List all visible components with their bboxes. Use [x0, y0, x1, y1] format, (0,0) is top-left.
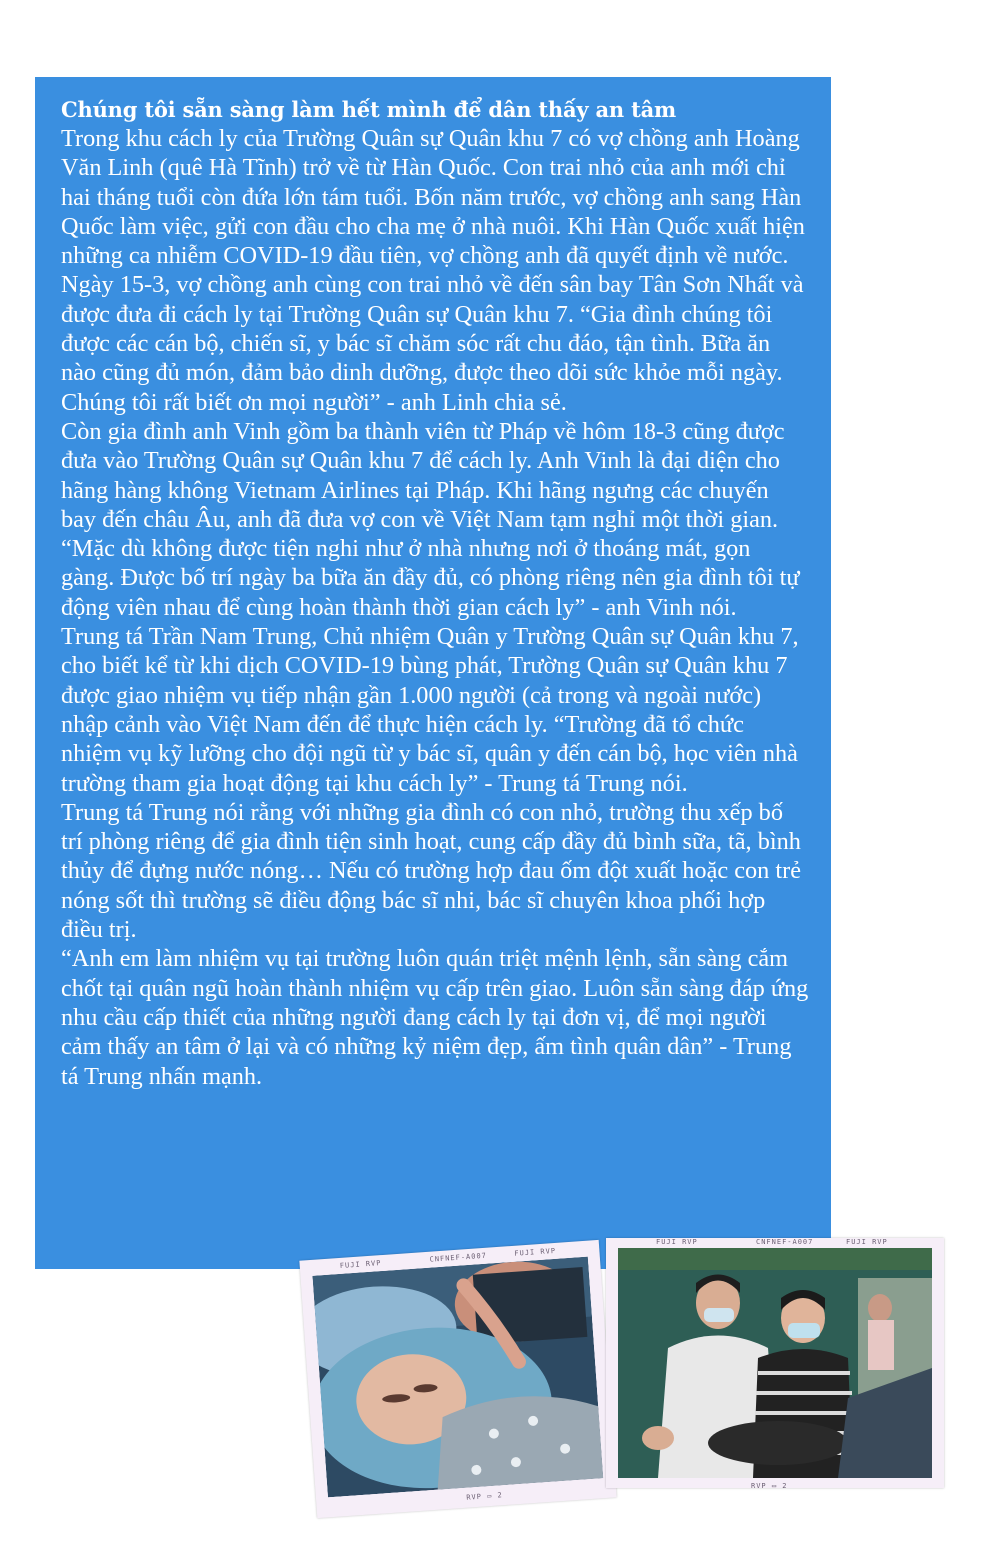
film-code-label: CNFNEF-A007: [756, 1238, 814, 1246]
film-brand-label: FUJI RVP: [656, 1238, 698, 1246]
film-brand-label: FUJI RVP: [846, 1238, 888, 1246]
film-brand-label: FUJI RVP: [339, 1259, 382, 1270]
article-paragraph: “Anh em làm nhiệm vụ tại trường luôn quán triệt mệnh lệnh, sẵn sàng cắm chốt tại quân ngũ hoàn thành nhiệm vụ cấp trên giao. Luôn sẵn sàng đáp ứng nhu cầu cấp thiết của những người đang cách ly tại đơn vị, để mọi người cảm thấy an tâm ở lại và có những kỷ niệm đẹp, ấm tình quân dân” - Trung tá Trung nhấn mạnh.: [61, 945, 809, 1090]
couple-illustration: [618, 1248, 932, 1478]
article-paragraph: Trung tá Trần Nam Trung, Chủ nhiệm Quân y Trường Quân sự Quân khu 7, cho biết kể từ khi dịch COVID-19 bùng phát, Trường Quân sự Quân khu 7 được giao nhiệm vụ tiếp nhận gần 1.000 người (cả trong và ngoài nước) nhập cảnh vào Việt Nam đến để thực hiện cách ly. “Trường đã tổ chức nhiệm vụ kỹ lưỡng cho đội ngũ từ y bác sĩ, quân y đến cán bộ, học viên nhà trường tham gia hoạt động tại khu cách ly” - Trung tá Trung nói.: [61, 623, 799, 797]
article-paragraph: Trung tá Trung nói rằng với những gia đình có con nhỏ, trường thu xếp bố trí phòng riêng để gia đình tiện sinh hoạt, cung cấp đầy đủ bình sữa, tã, bình thủy để đựng nước nóng… Nếu có trường hợp đau ốm đột xuất hoặc con trẻ nóng sốt thì trường sẽ điều động bác sĩ nhi, bác sĩ chuyên khoa phối hợp điều trị.: [61, 798, 801, 944]
baby-illustration: [312, 1257, 603, 1498]
article-paragraph: Ngày 15-3, vợ chồng anh cùng con trai nhỏ về đến sân bay Tân Sơn Nhất và được đưa đi cách ly tại Trường Quân sự Quân khu 7. “Gia đình chúng tôi được các cán bộ, chiến sĩ, y bác sĩ chăm sóc rất chu đáo, tận tình. Bữa ăn nào cũng đủ món, đảm bảo dinh dưỡng, được theo dõi sức khỏe mỗi ngày. Chúng tôi rất biết ơn mọi người” - anh Linh chia sẻ.: [61, 271, 804, 416]
article-paragraph: Trong khu cách ly của Trường Quân sự Quân khu 7 có vợ chồng anh Hoàng Văn Linh (quê Hà Tĩnh) trở về từ Hàn Quốc. Con trai nhỏ của anh mới chỉ hai tháng tuổi còn đứa lớn tám tuổi. Bốn năm trước, vợ chồng anh sang Hàn Quốc làm việc, gửi con đầu cho cha mẹ ở nhà nuôi. Khi Hàn Quốc xuất hiện những ca nhiễm COVID-19 đầu tiên, vợ chồng anh đã quyết định về nước.: [61, 125, 805, 270]
photo-couple: [606, 1238, 944, 1488]
article-paragraph: Còn gia đình anh Vinh gồm ba thành viên từ Pháp về hôm 18-3 cũng được đưa vào Trường Quân sự Quân khu 7 để cách ly. Anh Vinh là đại diện cho hãng hàng không Vietnam Airlines tại Pháp. Khi hãng ngưng các chuyến bay đến châu Âu, anh đã đưa vợ con về Việt Nam tạm nghỉ một thời gian.: [61, 417, 785, 533]
photo-baby: [299, 1240, 616, 1518]
article-box: [35, 77, 831, 1269]
article-heading: Chúng tôi sẵn sàng làm hết mình để dân thấy an tâm: [61, 97, 677, 122]
film-code-label: CNFNEF-A007: [429, 1251, 488, 1264]
couple-image: [618, 1248, 932, 1478]
baby-image: [312, 1257, 603, 1498]
article-paragraph: “Mặc dù không được tiện nghi như ở nhà nhưng nơi ở thoáng mát, gọn gàng. Được bố trí ngày ba bữa ăn đầy đủ, có phòng riêng nên gia đình tôi tự động viên nhau để cùng hoàn thành thời gian cách ly” - anh Vinh nói.: [61, 535, 800, 621]
frame-mark-label: RVP ▭ 2: [466, 1491, 504, 1502]
film-brand-label: FUJI RVP: [514, 1246, 557, 1258]
frame-mark-label: RVP ▭ 2: [751, 1482, 788, 1490]
